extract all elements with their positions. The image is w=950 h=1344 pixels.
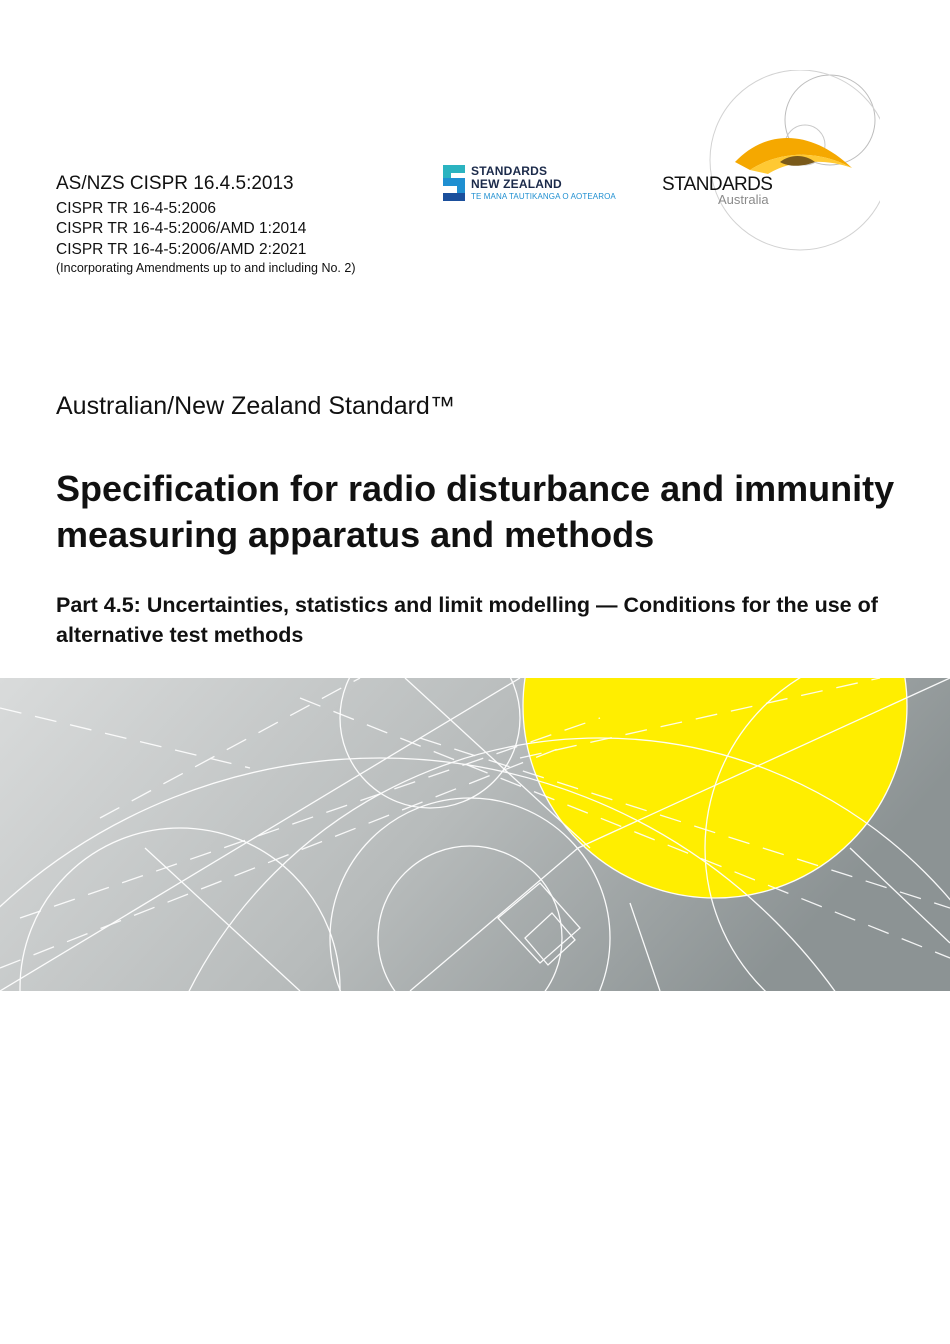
amendment-note: (Incorporating Amendments up to and including No. 2) [56, 260, 356, 275]
identifier-line-1: CISPR TR 16-4-5:2006 [56, 199, 216, 217]
identifier-line-3: CISPR TR 16-4-5:2006/AMD 2:2021 [56, 240, 307, 258]
standards-new-zealand-logo [443, 165, 616, 202]
snz-logo-line2: NEW ZEALAND [471, 176, 562, 191]
document-part-title: Part 4.5: Uncertainties, statistics and limit modelling — Conditions for the use of alternative test methods [56, 593, 878, 648]
snz-mark-icon [443, 165, 465, 201]
standards-australia-logo [640, 70, 880, 285]
document-identifiers [56, 172, 355, 277]
sa-logo-word2: Australia [718, 192, 769, 207]
snz-logo-line1: STANDARDS [471, 164, 548, 178]
snz-logo-tagline: TE MANA TAUTIKANGA O AOTEAROA [471, 192, 616, 202]
primary-designation: AS/NZS CISPR 16.4.5:2013 [56, 173, 294, 194]
standard-type-label: Australian/New Zealand Standard™ [56, 392, 455, 420]
sa-logo-word1: STANDARDS [662, 174, 773, 195]
document-title: Specification for radio disturbance and immunity measuring apparatus and methods [56, 468, 895, 555]
decorative-banner [0, 678, 950, 991]
identifier-line-2: CISPR TR 16-4-5:2006/AMD 1:2014 [56, 220, 307, 238]
